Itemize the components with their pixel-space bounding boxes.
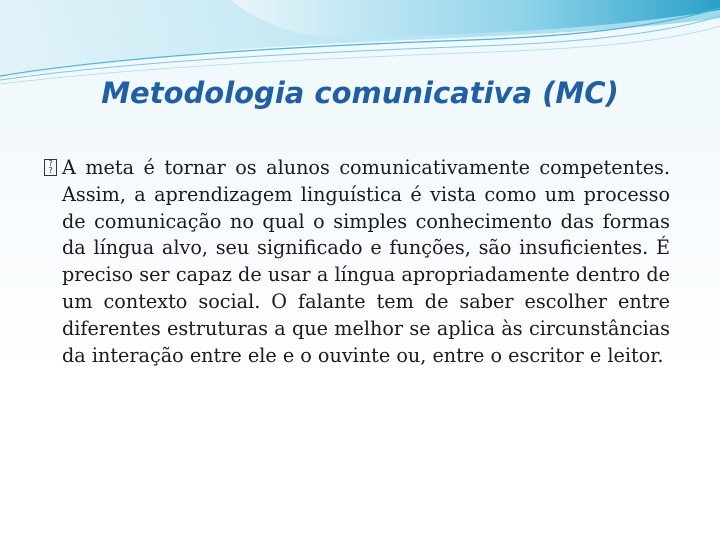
paragraph-text: A meta é tornar os alunos comunicativamente competentes. Assim, a aprendizagem linguística é vista como um processo de comunicação no qual o simples conhecimento das formas da língua alvo, seu significado e funções, são insuficientes. É preciso ser capaz de usar a língua apropriadamente dentro de um contexto social. O falante tem de saber escolher entre diferentes estruturas a que melhor se aplica às circunstâncias da interação entre ele e o ouvinte ou, entre o escritor e leitor. [62,156,670,367]
slide-title: Metodologia comunicativa (MC) [101,76,619,110]
body-paragraph [48,155,670,369]
missing-glyph-icon: ? ? [44,159,57,176]
